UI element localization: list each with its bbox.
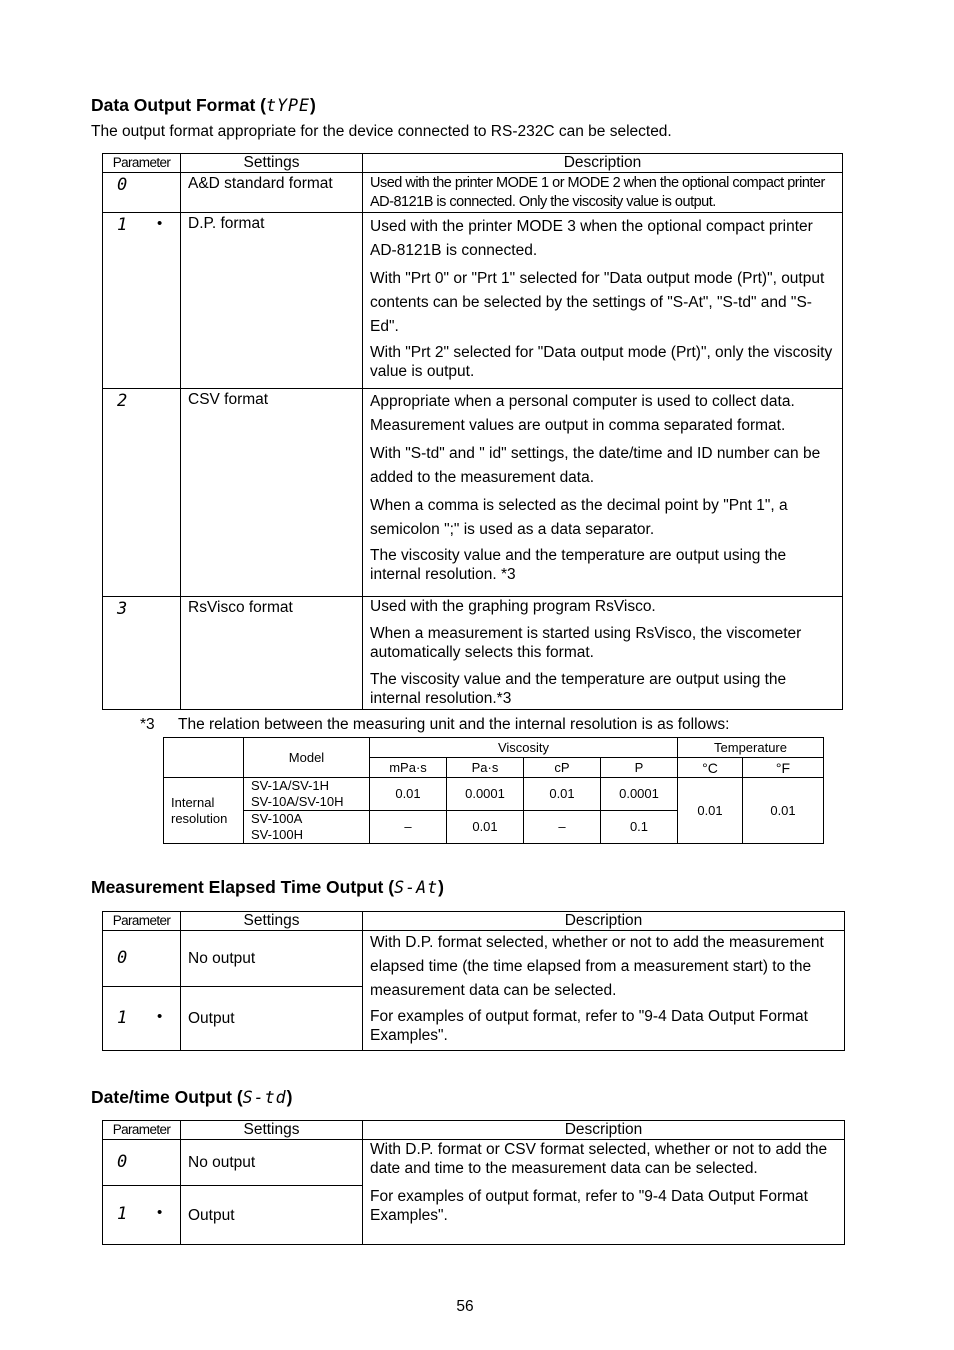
segment-code: S-At (394, 878, 439, 897)
value-cell: – (370, 811, 447, 844)
segment-code: tYPE (266, 96, 310, 115)
resolution-note: *3 The relation between the measuring unit and the internal resolution is as follows: (140, 716, 730, 733)
value-cell: 0.01 (370, 778, 447, 811)
setting-label: RsVisco format (181, 597, 363, 710)
data-output-format-table (102, 153, 843, 710)
header-description: Description (363, 1121, 845, 1140)
default-marker: • (157, 1204, 163, 1221)
value-cell: 0.01 (524, 778, 601, 811)
temperature-header: Temperature (678, 738, 824, 758)
description-cell: Appropriate when a personal computer is used to collect data. Measurement values are output in comma separated format. With "S-td" and " id" settings, the date/time and ID number can be added to the measurement data. When a comma is selected as the decimal point by "Pnt 1", a semicolon ";" is used as a data separator. The viscosity value and the temperature are output using the internal resolution. *3 (363, 389, 843, 597)
temp-value-cell: 0.01 (743, 778, 824, 844)
value-cell: 0.0001 (447, 778, 524, 811)
param-code: 2 (117, 391, 128, 411)
unit-header: °C (678, 758, 743, 778)
section-title-elapsed-time: Measurement Elapsed Time Output (S-At) (91, 877, 444, 897)
setting-label: D.P. format (181, 213, 363, 389)
model-cell: SV-1A/SV-1H SV-10A/SV-10H (244, 778, 370, 811)
table-row (103, 213, 843, 389)
description-cell: With D.P. format or CSV format selected, whether or not to add the date and time to the measurement data can be selected. For examples of output format, refer to "9-4 Data Output Format Examples". (363, 1140, 845, 1245)
header-description: Description (363, 154, 843, 173)
setting-label: No output (181, 931, 363, 987)
model-cell: SV-100A SV-100H (244, 811, 370, 844)
default-marker: • (157, 215, 163, 232)
table-header-row (103, 912, 845, 931)
table-row (103, 597, 843, 710)
section-title-date-time: Date/time Output (S-td) (91, 1087, 293, 1107)
unit-header: mPa·s (370, 758, 447, 778)
param-code: 0 (117, 175, 128, 195)
table-row (103, 931, 845, 987)
default-marker: • (157, 1008, 163, 1025)
unit-header: Pa·s (447, 758, 524, 778)
date-time-table (102, 1120, 845, 1245)
param-code: 1 (117, 1008, 128, 1028)
unit-header: P (601, 758, 678, 778)
description-cell: Used with the printer MODE 1 or MODE 2 when the optional compact printer AD-8121B is connected. Only the viscosity value is output. (363, 173, 843, 213)
setting-label: No output (181, 1140, 363, 1186)
internal-resolution-label: Internal resolution (164, 778, 244, 844)
setting-label: Output (181, 1186, 363, 1245)
value-cell: 0.1 (601, 811, 678, 844)
temp-value-cell: 0.01 (678, 778, 743, 844)
section-intro: The output format appropriate for the device connected to RS-232C can be selected. (91, 123, 672, 140)
table-header-row (103, 154, 843, 173)
value-cell: 0.0001 (601, 778, 678, 811)
setting-label: Output (181, 987, 363, 1051)
description-cell: Used with the printer MODE 3 when the optional compact printer AD-8121B is connected. With "Prt 0" or "Prt 1" selected for "Data output mode (Prt)", output contents can be selected by the settings of "S-At", "S-td" and "S-Ed". With "Prt 2" selected for "Data output mode (Prt)", only the viscosity value is output. (363, 213, 843, 389)
model-header: Model (244, 738, 370, 778)
page-number: 56 (456, 1298, 474, 1315)
elapsed-time-table (102, 911, 845, 1051)
table-header-row (103, 1121, 845, 1140)
unit-header: cP (524, 758, 601, 778)
unit-header: °F (743, 758, 824, 778)
setting-label: CSV format (181, 389, 363, 597)
header-parameter: Parameter (103, 912, 181, 931)
param-code: 0 (117, 948, 128, 968)
header-description: Description (363, 912, 845, 931)
value-cell: 0.01 (447, 811, 524, 844)
header-parameter: Parameter (103, 154, 181, 173)
header-settings: Settings (181, 912, 363, 931)
header-settings: Settings (181, 1121, 363, 1140)
header-parameter: Parameter (103, 1121, 181, 1140)
setting-label: A&D standard format (181, 173, 363, 213)
viscosity-header: Viscosity (370, 738, 678, 758)
segment-code: S-td (242, 1088, 287, 1107)
table-row (103, 389, 843, 597)
resolution-table (163, 737, 824, 844)
param-code: 3 (117, 599, 128, 619)
param-code: 1 (117, 215, 128, 235)
description-cell: Used with the graphing program RsVisco. When a measurement is started using RsVisco, the viscometer automatically selects this format. The viscosity value and the temperature are output using the internal resolution.*3 (363, 597, 843, 710)
table-row (103, 173, 843, 213)
section-title-data-output-format: Data Output Format (tYPE) (91, 95, 316, 115)
header-settings: Settings (181, 154, 363, 173)
table-row (103, 1140, 845, 1186)
param-code: 0 (117, 1152, 128, 1172)
value-cell: – (524, 811, 601, 844)
param-code: 1 (117, 1204, 128, 1224)
description-cell: With D.P. format selected, whether or not to add the measurement elapsed time (the time elapsed from a measurement start) to the measurement data can be selected. For examples of output format, refer to "9-4 Data Output Format Examples". (363, 931, 845, 1051)
